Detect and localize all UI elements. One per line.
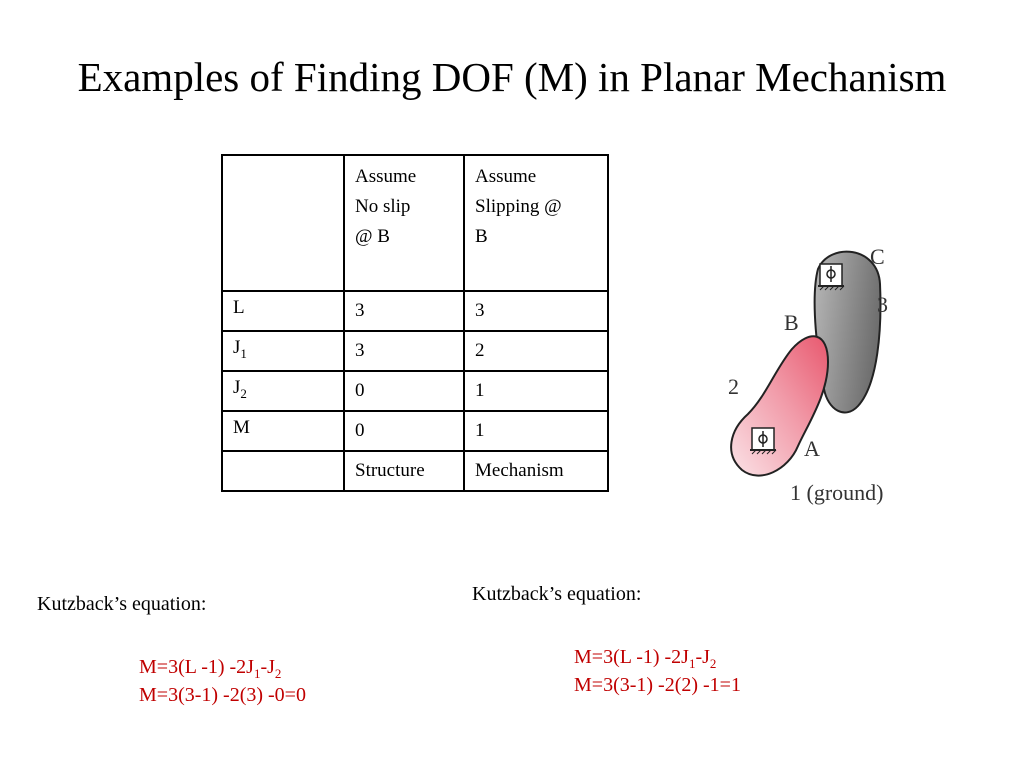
cell-slipping: 3 bbox=[464, 291, 608, 331]
label-b: B bbox=[784, 310, 799, 335]
pivot-c-icon bbox=[818, 264, 844, 290]
dof-table bbox=[221, 154, 609, 492]
table-row bbox=[222, 331, 608, 371]
label-ground: 1 (ground) bbox=[790, 480, 884, 505]
cell-slipping: Mechanism bbox=[464, 451, 608, 491]
label-a: A bbox=[804, 436, 820, 461]
row-label: M bbox=[222, 411, 344, 451]
row-label: L bbox=[222, 291, 344, 331]
left-equation-formula: M=3(L -1) $-2J_1-J_2$ bbox=[139, 656, 282, 681]
header-cell-no-slip bbox=[344, 155, 464, 291]
header-slipping: Assume Slipping @ B bbox=[475, 166, 562, 247]
header-cell-empty bbox=[222, 155, 344, 291]
left-equation-label: Kutzback’s equation: bbox=[37, 593, 207, 615]
table-row bbox=[222, 371, 608, 411]
cell-no-slip: 0 bbox=[344, 371, 464, 411]
label-link3: 3 bbox=[877, 292, 888, 317]
table-row bbox=[222, 411, 608, 451]
label-c: C bbox=[870, 244, 885, 269]
slide-title: Examples of Finding DOF (M) in Planar Mechanism bbox=[77, 54, 947, 100]
row-label bbox=[222, 451, 344, 491]
right-equation-result: M=3(3-1) -2(2) -1=1 bbox=[574, 674, 741, 696]
left-equation-result: M=3(3-1) -2(3) -0=0 bbox=[139, 684, 306, 706]
label-link2: 2 bbox=[728, 374, 739, 399]
cam-mechanism-diagram bbox=[700, 234, 925, 524]
cell-no-slip: 0 bbox=[344, 411, 464, 451]
cell-slipping: 1 bbox=[464, 411, 608, 451]
cell-no-slip: 3 bbox=[344, 331, 464, 371]
table-header-row bbox=[222, 155, 608, 291]
cell-no-slip: 3 bbox=[344, 291, 464, 331]
pivot-a-icon bbox=[750, 428, 776, 454]
right-equation-label: Kutzback’s equation: bbox=[472, 583, 642, 605]
cell-slipping: 1 bbox=[464, 371, 608, 411]
row-label: $J_1$ bbox=[222, 331, 344, 371]
cell-no-slip: Structure bbox=[344, 451, 464, 491]
header-no-slip: Assume No slip @ B bbox=[355, 166, 417, 247]
cell-slipping: 2 bbox=[464, 331, 608, 371]
row-label: $J_2$ bbox=[222, 371, 344, 411]
table-row bbox=[222, 291, 608, 331]
right-equation-formula: M=3(L -1) $-2J_1-J_2$ bbox=[574, 646, 717, 671]
table-row bbox=[222, 451, 608, 491]
header-cell-slipping bbox=[464, 155, 608, 291]
